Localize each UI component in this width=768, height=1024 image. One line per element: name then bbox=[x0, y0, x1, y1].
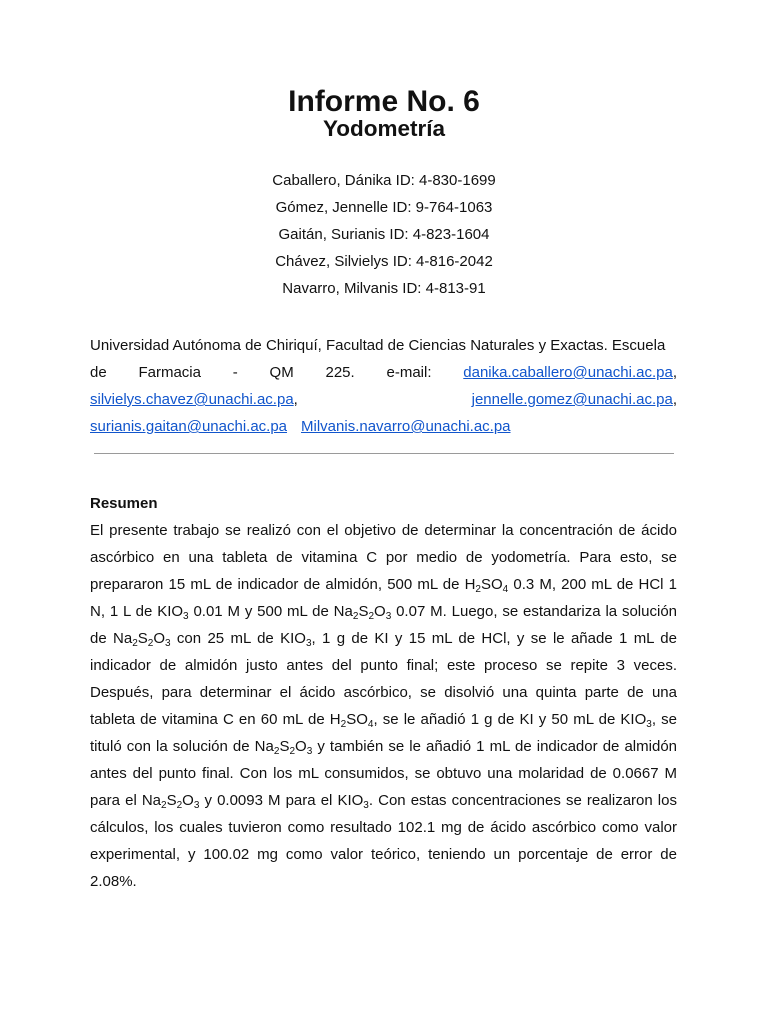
affiliation-line bbox=[90, 359, 677, 386]
abstract-text: 0.07 M. Luego, se estandariza la solución de Na bbox=[90, 603, 677, 647]
affiliation-word: e-mail: bbox=[386, 364, 432, 381]
subscript: 4 bbox=[502, 584, 509, 595]
affiliation-line bbox=[90, 332, 677, 359]
subscript: 2 bbox=[161, 800, 167, 811]
subscript: 3 bbox=[363, 800, 369, 811]
email-link-danika[interactable]: danika.caballero@unachi.ac.pa bbox=[463, 364, 673, 381]
subscript: 2 bbox=[475, 584, 481, 595]
abstract-text: 0.01 M y 500 mL de Na bbox=[188, 603, 353, 620]
affiliation-word: Farmacia bbox=[138, 364, 201, 381]
abstract-text: S bbox=[166, 792, 177, 809]
subscript: 3 bbox=[305, 638, 312, 649]
subscript: 3 bbox=[183, 611, 189, 622]
subscript: 2 bbox=[368, 611, 375, 622]
abstract-text: , 1 g de KI y 15 mL de HCl, y se le añade 1 mL de indicador de almidón justo antes del punto final; este proceso se repite 3 veces. Después, para determinar el ácido ascórbico, se disolvió una quinta parte de una tableta de vitamina C en 60 mL de H bbox=[90, 630, 677, 728]
subscript: 3 bbox=[306, 746, 313, 757]
abstract-text: 0.3 M, 200 mL de HCl 1 N, 1 L de KIO bbox=[90, 576, 677, 620]
abstract-text: S bbox=[137, 630, 148, 647]
subscript: 3 bbox=[165, 638, 171, 649]
author-line: Caballero, Dánika ID: 4-830-1699 bbox=[272, 172, 496, 189]
abstract-text: SO bbox=[480, 576, 503, 593]
email-link-milvanis[interactable]: Milvanis.navarro@unachi.ac.pa bbox=[301, 418, 511, 435]
email-link-silvielys[interactable]: silvielys.chavez@unachi.ac.pa bbox=[90, 391, 294, 408]
comma: , bbox=[293, 391, 298, 408]
abstract-text: S bbox=[358, 603, 369, 620]
horizontal-divider bbox=[94, 453, 674, 454]
email-item bbox=[463, 359, 677, 386]
author-line: Navarro, Milvanis ID: 4-813-91 bbox=[282, 280, 486, 297]
abstract-text: y 0.0093 M para el KIO bbox=[199, 792, 364, 809]
comma: , bbox=[672, 364, 677, 381]
abstract-text: , se le añadió 1 g de KI y 50 mL de KIO bbox=[373, 711, 647, 728]
affiliation-line bbox=[90, 386, 677, 413]
affiliation-block bbox=[90, 332, 677, 440]
email-link-surianis[interactable]: surianis.gaitan@unachi.ac.pa bbox=[90, 418, 288, 435]
author-line: Gómez, Jennelle ID: 9-764-1063 bbox=[275, 199, 493, 216]
report-subtitle: Yodometría bbox=[322, 116, 446, 141]
email-item bbox=[472, 386, 677, 413]
subscript: 3 bbox=[385, 611, 392, 622]
affiliation-line bbox=[90, 413, 677, 440]
abstract-text: S bbox=[279, 738, 290, 755]
subscript: 3 bbox=[646, 719, 652, 730]
author-line: Gaitán, Surianis ID: 4-823-1604 bbox=[278, 226, 490, 243]
abstract-text: O bbox=[153, 630, 166, 647]
abstract-text: , se tituló con la solución de Na bbox=[90, 711, 677, 755]
section-heading-resumen: Resumen bbox=[90, 495, 158, 512]
affiliation-word: - bbox=[232, 364, 238, 381]
abstract-text: El presente trabajo se realizó con el objetivo de determinar la concentración de ácido ascórbico en una tableta de vitamina C por medio de yodometría. Para esto, se prepararon 15 mL de indicador de almidón, 500 mL de H bbox=[90, 522, 677, 593]
author-list bbox=[0, 171, 768, 306]
abstract-text: . Con estas concentraciones se realizaron los cálculos, los cuales tuvieron como resultado 102.1 mg de ácido ascórbico como valor experimental, y 100.02 mg como valor teórico, teniendo un porcentaje de error de 2.08%. bbox=[90, 792, 677, 890]
subscript: 4 bbox=[367, 719, 374, 730]
subscript: 3 bbox=[193, 800, 200, 811]
affiliation-word: QM bbox=[269, 364, 294, 381]
affiliation-word: de bbox=[90, 364, 107, 381]
affiliation-text: Universidad Autónoma de Chiriquí, Facultad de Ciencias Naturales y Exactas. Escuela bbox=[90, 337, 666, 354]
abstract-text: SO bbox=[346, 711, 368, 728]
abstract-text: O bbox=[295, 738, 307, 755]
abstract-text: con 25 mL de KIO bbox=[170, 630, 306, 647]
subscript: 2 bbox=[147, 638, 154, 649]
subscript: 2 bbox=[340, 719, 347, 730]
subscript: 2 bbox=[352, 611, 359, 622]
subscript: 2 bbox=[176, 800, 183, 811]
abstract-text: O bbox=[182, 792, 194, 809]
comma: , bbox=[672, 391, 677, 408]
abstract-text: y también se le añadió 1 mL de indicador de almidón antes del punto final. Con los mL consumidos, se obtuvo una molaridad de 0.0667 M para el Na bbox=[90, 738, 677, 809]
affiliation-word: 225. bbox=[325, 364, 355, 381]
abstract-paragraph bbox=[90, 517, 677, 895]
email-link-jennelle[interactable]: jennelle.gomez@unachi.ac.pa bbox=[471, 391, 673, 408]
report-title: Informe No. 6 bbox=[288, 85, 480, 118]
email-item bbox=[90, 386, 298, 413]
subscript: 2 bbox=[289, 746, 296, 757]
subscript: 2 bbox=[132, 638, 138, 649]
author-line: Chávez, Silvielys ID: 4-816-2042 bbox=[275, 253, 493, 270]
abstract-text: O bbox=[374, 603, 386, 620]
subscript: 2 bbox=[273, 746, 280, 757]
